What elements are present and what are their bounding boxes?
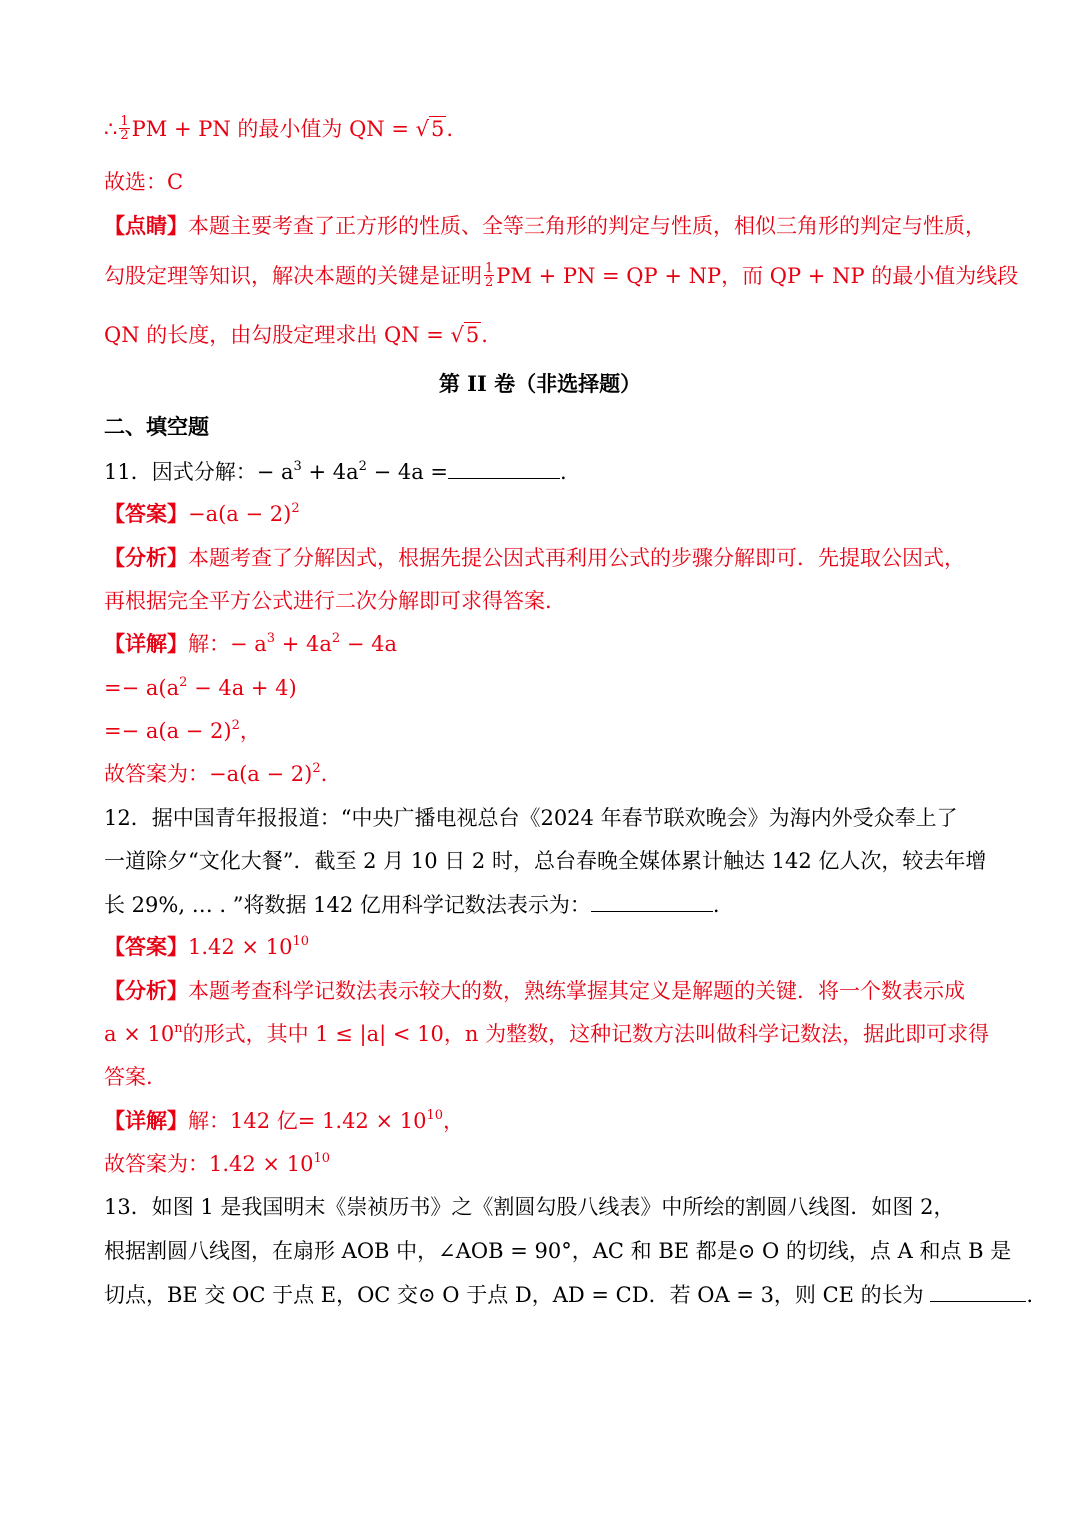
q12-analysis-line-3: 答案. (104, 1065, 153, 1089)
q12-stem-line-3: 长 29%, … . ”将数据 142 亿用科学记数法表示为： . (104, 889, 980, 920)
q13-stem-line-3: 切点，BE 交 OC 于点 E，OC 交⊙ O 于点 D，AD = CD．若 OA = 3，则 CE 的长为 . (104, 1279, 980, 1310)
sqrt: √5 (415, 117, 445, 141)
q13-stem-line-2: 根据割圆八线图，在扇形 AOB 中，∠AOB = 90°，AC 和 BE 都是⊙ O 的切线，点 A 和点 B 是 (104, 1239, 1012, 1263)
q11-stem: 11．因式分解：− $a^3 + 4a^2 - 4a$ = . (104, 456, 980, 487)
q13-stem-line-1: 13．如图 1 是我国明末《崇祯历书》之《割圆勾股八线表》中所绘的割圆八线图．如图 2， (104, 1195, 955, 1219)
answer-blank (930, 1279, 1026, 1302)
q10-comment-line-3: QN 的长度，由勾股定理求出 QN = √5. (104, 320, 980, 350)
q10-comment-line-2: 勾股定理等知识，解决本题的关键是证明 $\frac{1}{2}$ PM + PN = QP + NP，而 QP + NP 的最小值为线段 (104, 261, 1019, 290)
fraction: $\frac{1}{2}$ (120, 114, 129, 143)
q11-final: 故答案为：$-a(a - 2)^2$. (104, 761, 328, 786)
q12-stem-line-2: 一道除夕“文化大餐”．截至 2 月 10 日 2 时，总台春晚全媒体累计触达 142 亿人次，较去年增 (104, 849, 987, 873)
q11-step-2: =− $a(a - 2)^2$， (104, 718, 261, 743)
q11-analysis-line-2: 再根据完全平方公式进行二次分解即可求得答案. (104, 589, 552, 613)
q12-analysis-line-2: $a \times 10^n$的形式，其中 1 ≤ |a| < 10，n 为整数，这种记数方法叫做科学记数法，据此即可求得 (104, 1021, 990, 1046)
q11-answer: 【答案】$-a(a - 2)^2$ (104, 501, 300, 526)
q12-analysis-line-1: 【分析】本题考查科学记数法表示较大的数，熟练掌握其定义是解题的关键．将一个数表示成 (104, 978, 965, 1003)
sqrt: √5 (450, 323, 480, 347)
answer-blank (448, 456, 560, 479)
answer-blank (591, 889, 713, 912)
q11-detail: 【详解】解：− $a^3 + 4a^2 - 4a$ (104, 631, 398, 656)
q12-stem-line-1: 12．据中国青年报报道：“中央广播电视总台《2024 年春节联欢晚会》为海内外受众奉上了 (104, 806, 958, 830)
q10-min-value-line: ∴ $\frac{1}{2}$ PM + PN 的最小值为 QN = √5. (104, 114, 454, 143)
q10-comment-line-1: 【点睛】本题主要考查了正方形的性质、全等三角形的判定与性质，相似三角形的判定与性质， (104, 213, 986, 238)
q12-detail: 【详解】解：142 亿= $1.42 \times 10^{10}$， (104, 1108, 465, 1133)
part-title: 二、填空题 (104, 414, 209, 439)
q11-analysis-line-1: 【分析】本题考查了分解因式，根据先提公因式再利用公式的步骤分解即可．先提取公因式， (104, 545, 965, 570)
q10-choice: 故选：C (104, 170, 184, 194)
q12-answer: 【答案】$1.42 \times 10^{10}$ (104, 934, 309, 959)
volume-title: 第 II 卷（非选择题） (438, 371, 642, 396)
q11-step-1: =− $a(a^2 - 4a + 4)$ (104, 675, 297, 700)
q12-final: 故答案为：$1.42 \times 10^{10}$ (104, 1151, 330, 1176)
fraction: $\frac{1}{2}$ (485, 261, 494, 290)
